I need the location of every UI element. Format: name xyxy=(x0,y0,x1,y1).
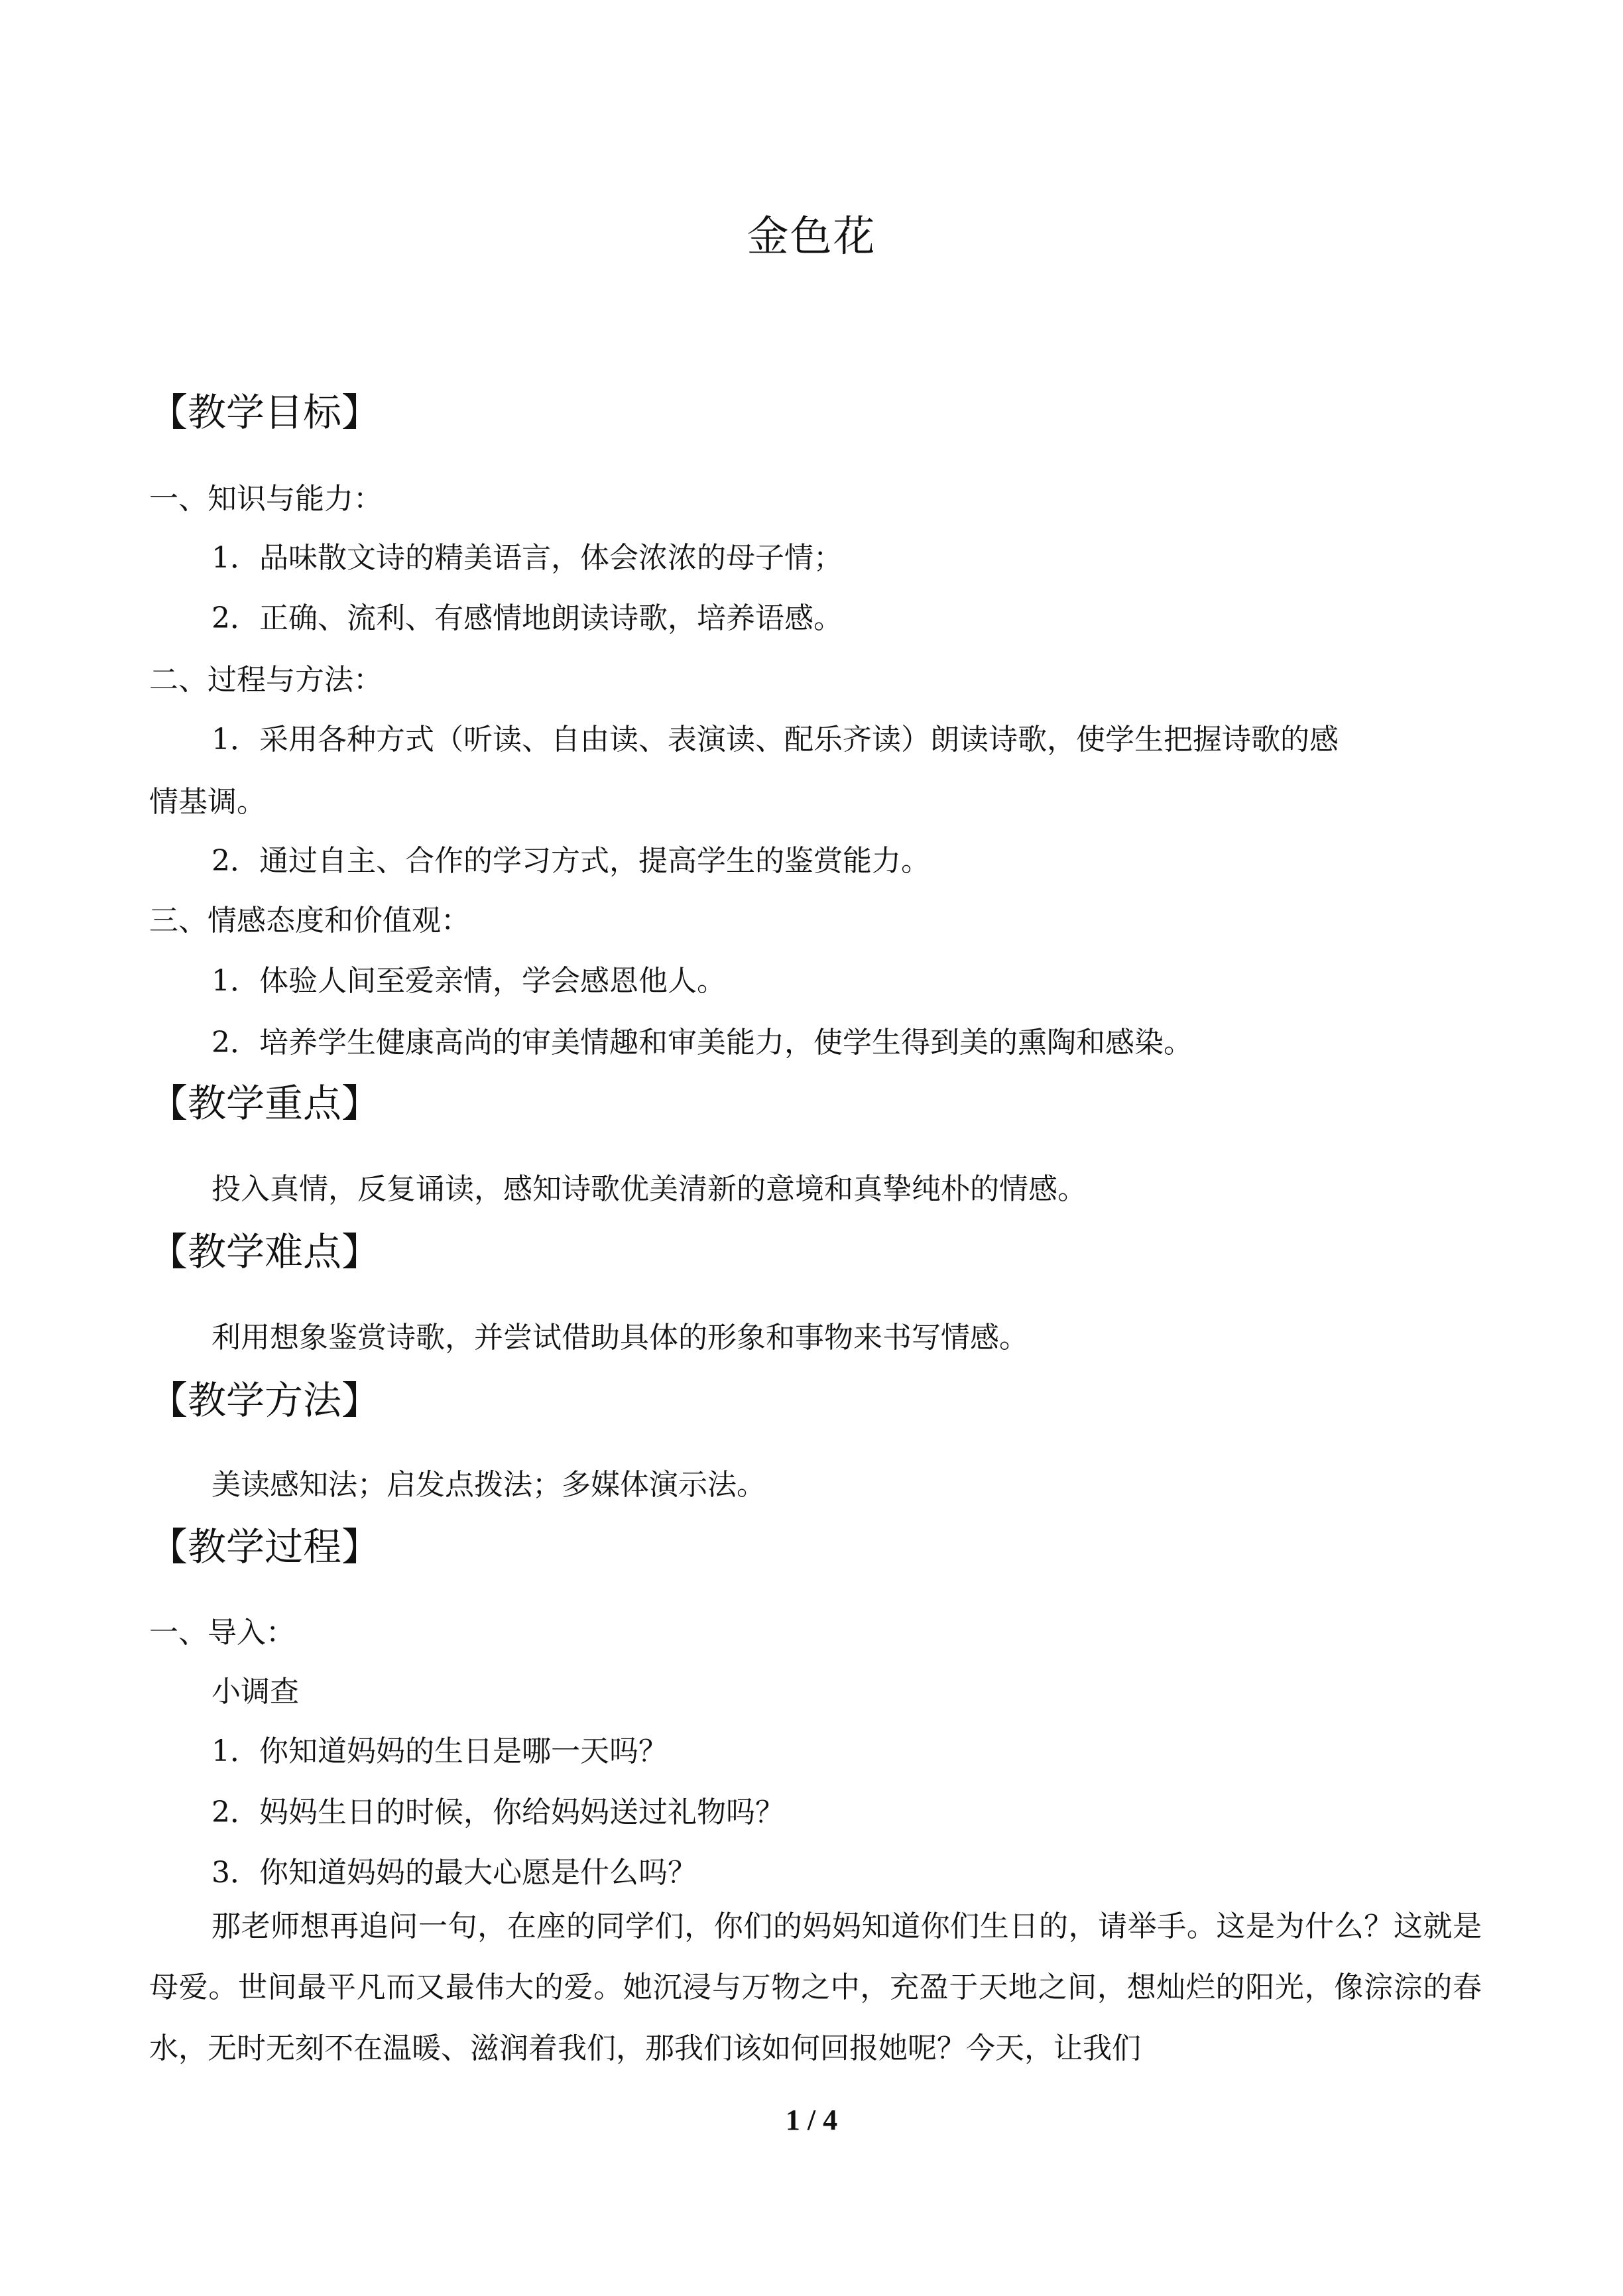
process-survey-label: 小调查 xyxy=(211,1675,299,1709)
objectives-process-item-1-line-1: 1．采用各种方式（听读、自由读、表演读、配乐齐读）朗读诗歌，使学生把握诗歌的感 xyxy=(211,723,1339,756)
objectives-knowledge-heading: 一、知识与能力： xyxy=(149,482,383,516)
heading-process: 【教学过程】 xyxy=(149,1524,381,1569)
process-paragraph: 那老师想再追问一句，在座的同学们，你们的妈妈知道你们生日的，请举手。这是为什么？这就是母爱。世间最平凡而又最伟大的爱。她沉浸与万物之中，充盈于天地之间，想灿烂的阳光，像淙淙的春水，无时无刻不在温暖、滋润着我们，那我们该如何回报她呢？今天，让我们 xyxy=(149,1909,1482,2065)
objectives-process-heading: 二、过程与方法： xyxy=(149,663,383,697)
objectives-process-item-1-line-2: 情基调。 xyxy=(149,785,266,819)
objectives-emotion-item-1: 1．体验人间至爱亲情，学会感恩他人。 xyxy=(211,964,726,998)
page-number: 1 / 4 xyxy=(785,2104,838,2136)
objectives-process-item-2: 2．通过自主、合作的学习方式，提高学生的鉴赏能力。 xyxy=(211,844,930,878)
heading-key-points: 【教学重点】 xyxy=(149,1081,381,1126)
objectives-knowledge-item-2: 2．正确、流利、有感情地朗读诗歌，培养语感。 xyxy=(211,601,843,635)
process-question-1: 1．你知道妈妈的生日是哪一天吗？ xyxy=(211,1734,668,1768)
heading-difficulties: 【教学难点】 xyxy=(149,1229,381,1274)
key-points-text: 投入真情，反复诵读，感知诗歌优美清新的意境和真挚纯朴的情感。 xyxy=(211,1172,1087,1206)
objectives-knowledge-item-1: 1．品味散文诗的精美语言，体会浓浓的母子情； xyxy=(211,541,843,575)
objectives-emotion-item-2: 2．培养学生健康高尚的审美情趣和审美能力，使学生得到美的熏陶和感染。 xyxy=(211,1026,1193,1059)
process-intro-heading: 一、导入： xyxy=(149,1616,295,1650)
heading-methods: 【教学方法】 xyxy=(149,1378,381,1423)
objectives-emotion-heading: 三、情感态度和价值观： xyxy=(149,904,470,937)
process-question-3: 3．你知道妈妈的最大心愿是什么吗？ xyxy=(211,1856,697,1890)
difficulties-text: 利用想象鉴赏诗歌，并尝试借助具体的形象和事物来书写情感。 xyxy=(211,1321,1028,1355)
document-title: 金色花 xyxy=(747,212,876,261)
process-question-2: 2．妈妈生日的时候，你给妈妈送过礼物吗？ xyxy=(211,1795,784,1829)
heading-objectives: 【教学目标】 xyxy=(149,390,381,435)
methods-text: 美读感知法；启发点拨法；多媒体演示法。 xyxy=(211,1468,766,1502)
